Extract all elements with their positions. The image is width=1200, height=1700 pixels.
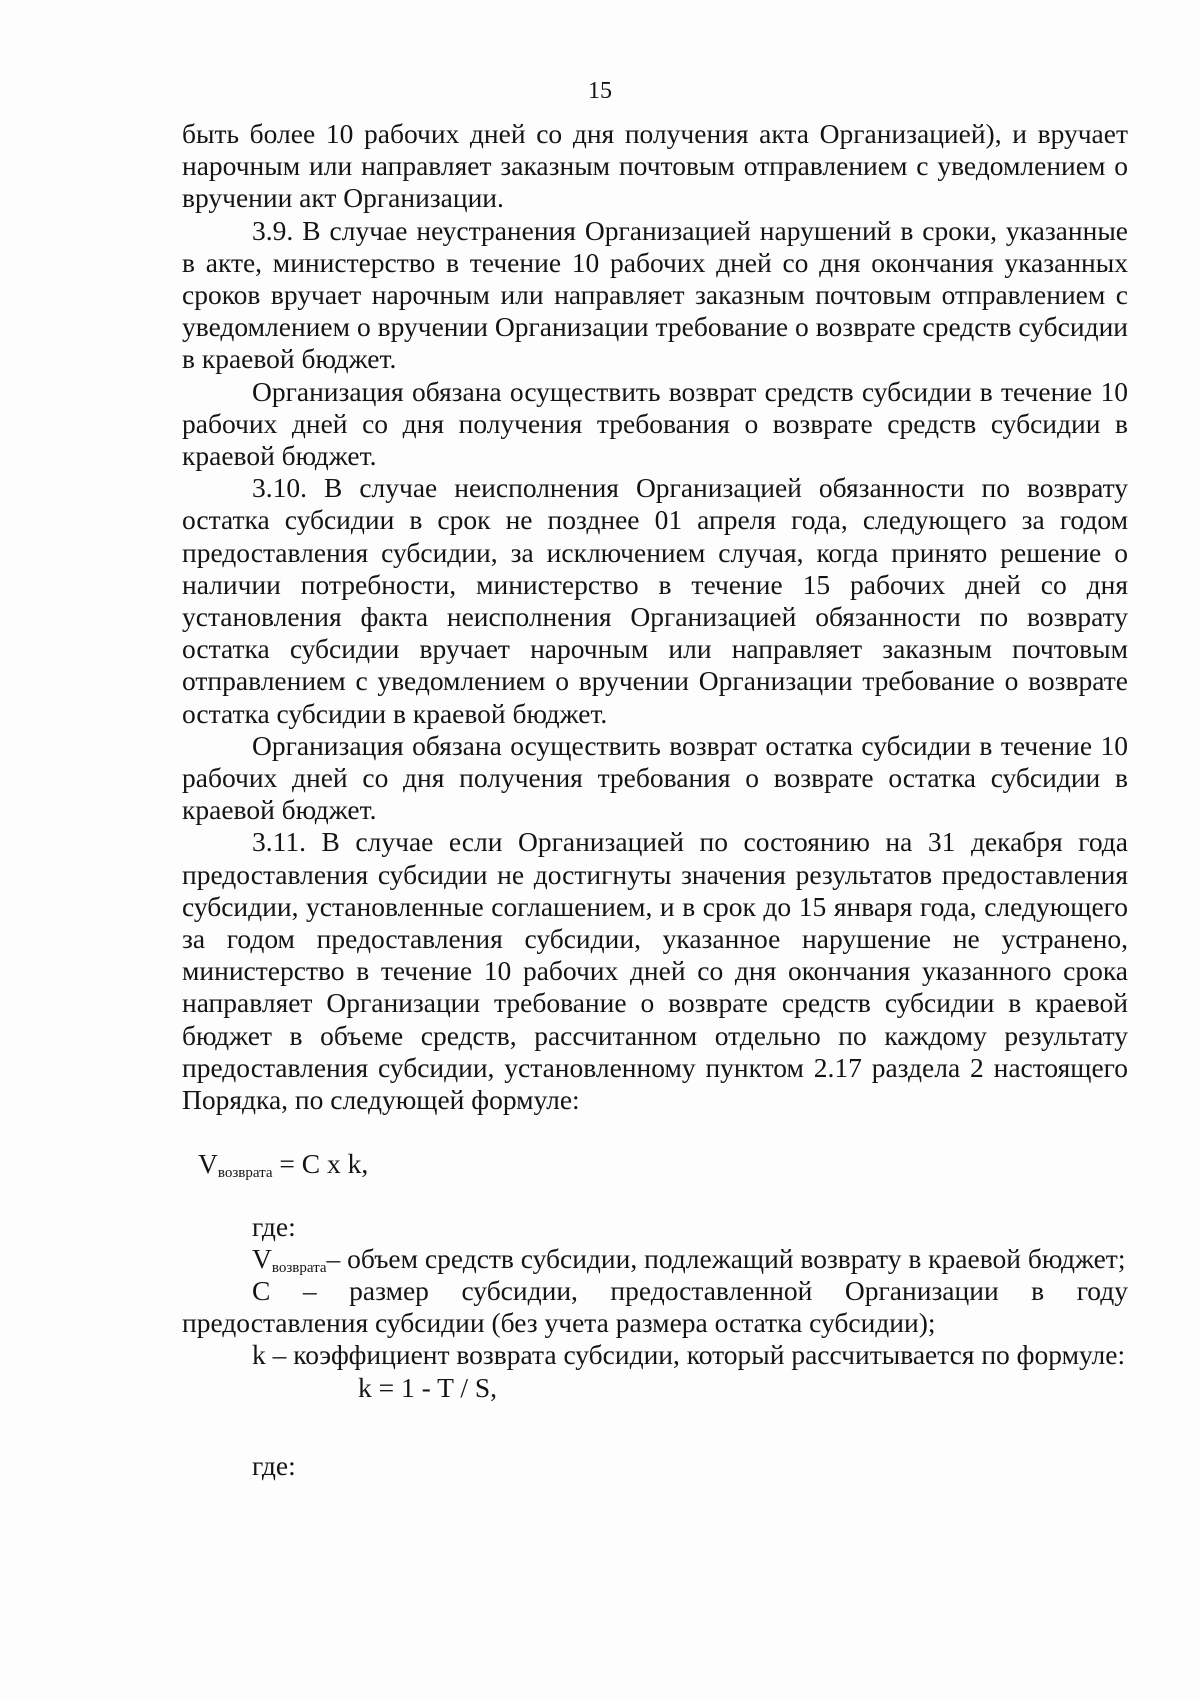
formula-v-subscript: возврата — [217, 1165, 273, 1182]
paragraph-3-9: 3.9. В случае неустранения Организацией нарушений в сроки, указанные в акте, министерство в течение 10 рабочих дней со дня окончания указанных сроков вручает нарочным или направляет заказным почтовым отправлением с уведомлением о вручении Организации требование о возврате средств субсидии в краевой бюджет. — [182, 214, 1128, 375]
where-label-2: где: — [252, 1449, 296, 1481]
formula-v-rest: = C x k, — [272, 1148, 369, 1180]
definition-v — [182, 1243, 1128, 1275]
paragraph-continuation: быть более 10 рабочих дней со дня получения акта Организацией), и вручает нарочным или направляет заказным почтовым отправлением с уведомлением о вручении акт Организации. — [182, 118, 1128, 214]
definition-c: C – размер субсидии, предоставленной Организации в году предоставления субсидии (без учета размера остатка субсидии); — [182, 1274, 1128, 1339]
page-number: 15 — [588, 78, 612, 104]
formula-v-var: V — [198, 1148, 218, 1180]
paragraph-3-9-obligation: Организация обязана осуществить возврат средств субсидии в течение 10 рабочих дней со дня получения требования о возврате средств субсидии в краевой бюджет. — [182, 375, 1128, 472]
definition-k: k – коэффициент возврата субсидии, который рассчитывается по формуле: — [252, 1339, 1126, 1371]
paragraph-3-10-obligation: Организация обязана осуществить возврат остатка субсидии в течение 10 рабочих дней со дня получения требования о возврате остатка субсидии в краевой бюджет. — [182, 729, 1128, 826]
definition-v-text: – объем средств субсидии, подлежащий возврату в краевой бюджет; — [326, 1242, 1126, 1274]
definition-v-subscript: возврата — [271, 1259, 327, 1276]
definition-v-var: V — [252, 1242, 272, 1274]
document-body — [182, 118, 1128, 1482]
formula-k: k = 1 - T / S, — [358, 1371, 498, 1403]
paragraph-3-10: 3.10. В случае неисполнения Организацией обязанности по возврату остатка субсидии в срок не позднее 01 апреля года, следующего за годом предоставления субсидии, за исключением случая, когда принято решение о наличии потребности, министерство в течение 15 рабочих дней со дня установления факта неисполнения Организацией обязанности по возврату остатка субсидии вручает нарочным или направляет заказным почтовым отправлением с уведомлением о вручении Организации требование о возврате остатка субсидии в краевой бюджет. — [182, 472, 1128, 729]
formula-v-return — [182, 1148, 1128, 1180]
paragraph-3-11: 3.11. В случае если Организацией по состоянию на 31 декабря года предоставления субсидии не достигнуты значения результатов предоставления субсидии, установленные соглашением, и в срок до 15 января года, следующего за годом предоставления субсидии, указанное нарушение не устранено, министерство в течение 10 рабочих дней со дня окончания указанного срока направляет Организации требование о возврате средств субсидии в краевой бюджет в объеме средств, рассчитанном отдельно по каждому результату предоставления субсидии, установленному пунктом 2.17 раздела 2 настоящего Порядка, по следующей формуле: — [182, 826, 1128, 1116]
where-label: где: — [252, 1210, 296, 1242]
